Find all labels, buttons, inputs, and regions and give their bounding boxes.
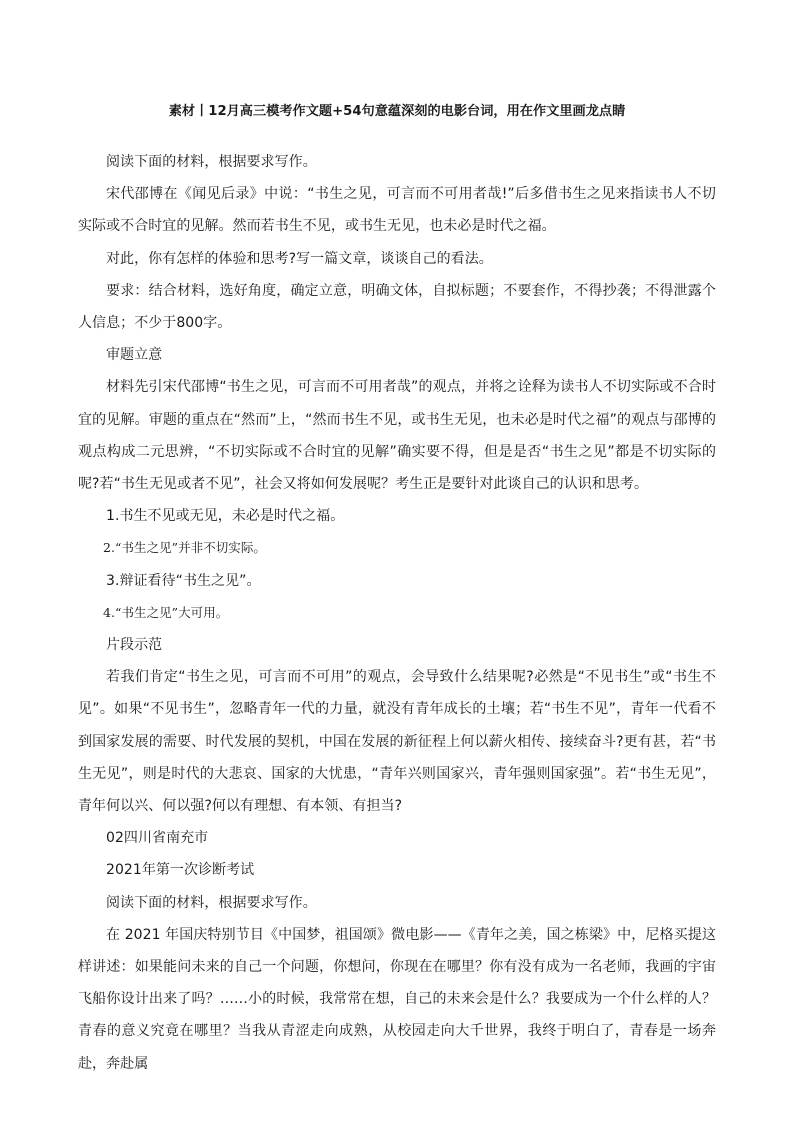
paragraph: 阅读下面的材料，根据要求写作。: [106, 894, 317, 911]
paragraph: 宋代邵博在《闻见后录》中说：“书生之见，可言而不可用者哉!”后多借书生之见来指读书人不切实际或不合时宜的见解。然而若书生不见，或书生无见，也未必是时代之福。: [78, 186, 716, 235]
paragraph: 对此，你有怎样的体验和思考?写一篇文章，谈谈自己的看法。: [106, 250, 493, 267]
paragraph: 要求：结合材料，选好角度，确定立意，明确文体，自拟标题；不要套作，不得抄袭；不得泄露个人信息；不少于800字。: [78, 282, 716, 332]
list-item: 3.辩证看待“书生之见”。: [106, 572, 261, 589]
section-heading: 片段示范: [106, 637, 163, 654]
document-title: 素材丨12月高三模考作文题+54句意蕴深刻的电影台词，用在作文里画龙点睛: [168, 104, 626, 119]
document-body: [78, 146, 716, 1080]
paragraph: 若我们肯定“书生之见，可言而不可用”的观点，会导致什么结果呢?必然是“不见书生”或“书生不见”。如果“不见书生”，忽略青年一代的力量，就没有青年成长的土壤；若“书生不见”，青年一代看不到国家发展的需要、时代发展的契机，中国在发展的新征程上何以薪火相传、接续奋斗?更有甚，若“书生无见”，则是时代的大悲哀、国家的大忧患，“青年兴则国家兴，青年强则国家强”。若“书生无见”，青年何以兴、何以强?何以有理想、有本领、有担当?: [78, 669, 716, 815]
section-heading: 审题立意: [106, 347, 163, 364]
list-item: 4.“书生之见”大可用。: [103, 604, 229, 620]
section-heading: 02四川省南充市: [106, 830, 209, 847]
list-item: 1.书生不见或无见，未必是时代之福。: [106, 508, 345, 525]
paragraph: 2021年第一次诊断考试: [106, 862, 255, 879]
paragraph: 阅读下面的材料，根据要求写作。: [106, 154, 317, 170]
paragraph: 在 2021 年国庆特别节目《中国梦，祖国颂》微电影——《青年之美，国之栋梁》中，尼格买提这样讲述：如果能问未来的自己一个问题，你想问，你现在在哪里？你有没有成为一名老师，我画的宇宙飞船你设计出来了吗？……小的时候，我常常在想，自己的未来会是什么？我要成为一个什么样的人？青春的意义究竟在哪里？当我从青涩走向成熟，从校园走向大千世界，我终于明白了，青春是一场奔赴，奔赴属: [78, 926, 716, 1072]
list-item: 2.“书生之见”并非不切实际。: [103, 540, 266, 556]
paragraph: 材料先引宋代邵博“书生之见，可言而不可用者哉”的观点，并将之诠释为读书人不切实际或不合时宜的见解。审题的重点在“然而”上，“然而书生不见，或书生无见，也未必是时代之福”的观点与邵博的观点构成二元思辨，“不切实际或不合时宜的见解”确实要不得，但是是否“书生之见”都是不切实际的呢?若“书生无见或者不见”，社会又将如何发展呢？考生正是要针对此谈自己的认识和思考。: [78, 379, 716, 493]
